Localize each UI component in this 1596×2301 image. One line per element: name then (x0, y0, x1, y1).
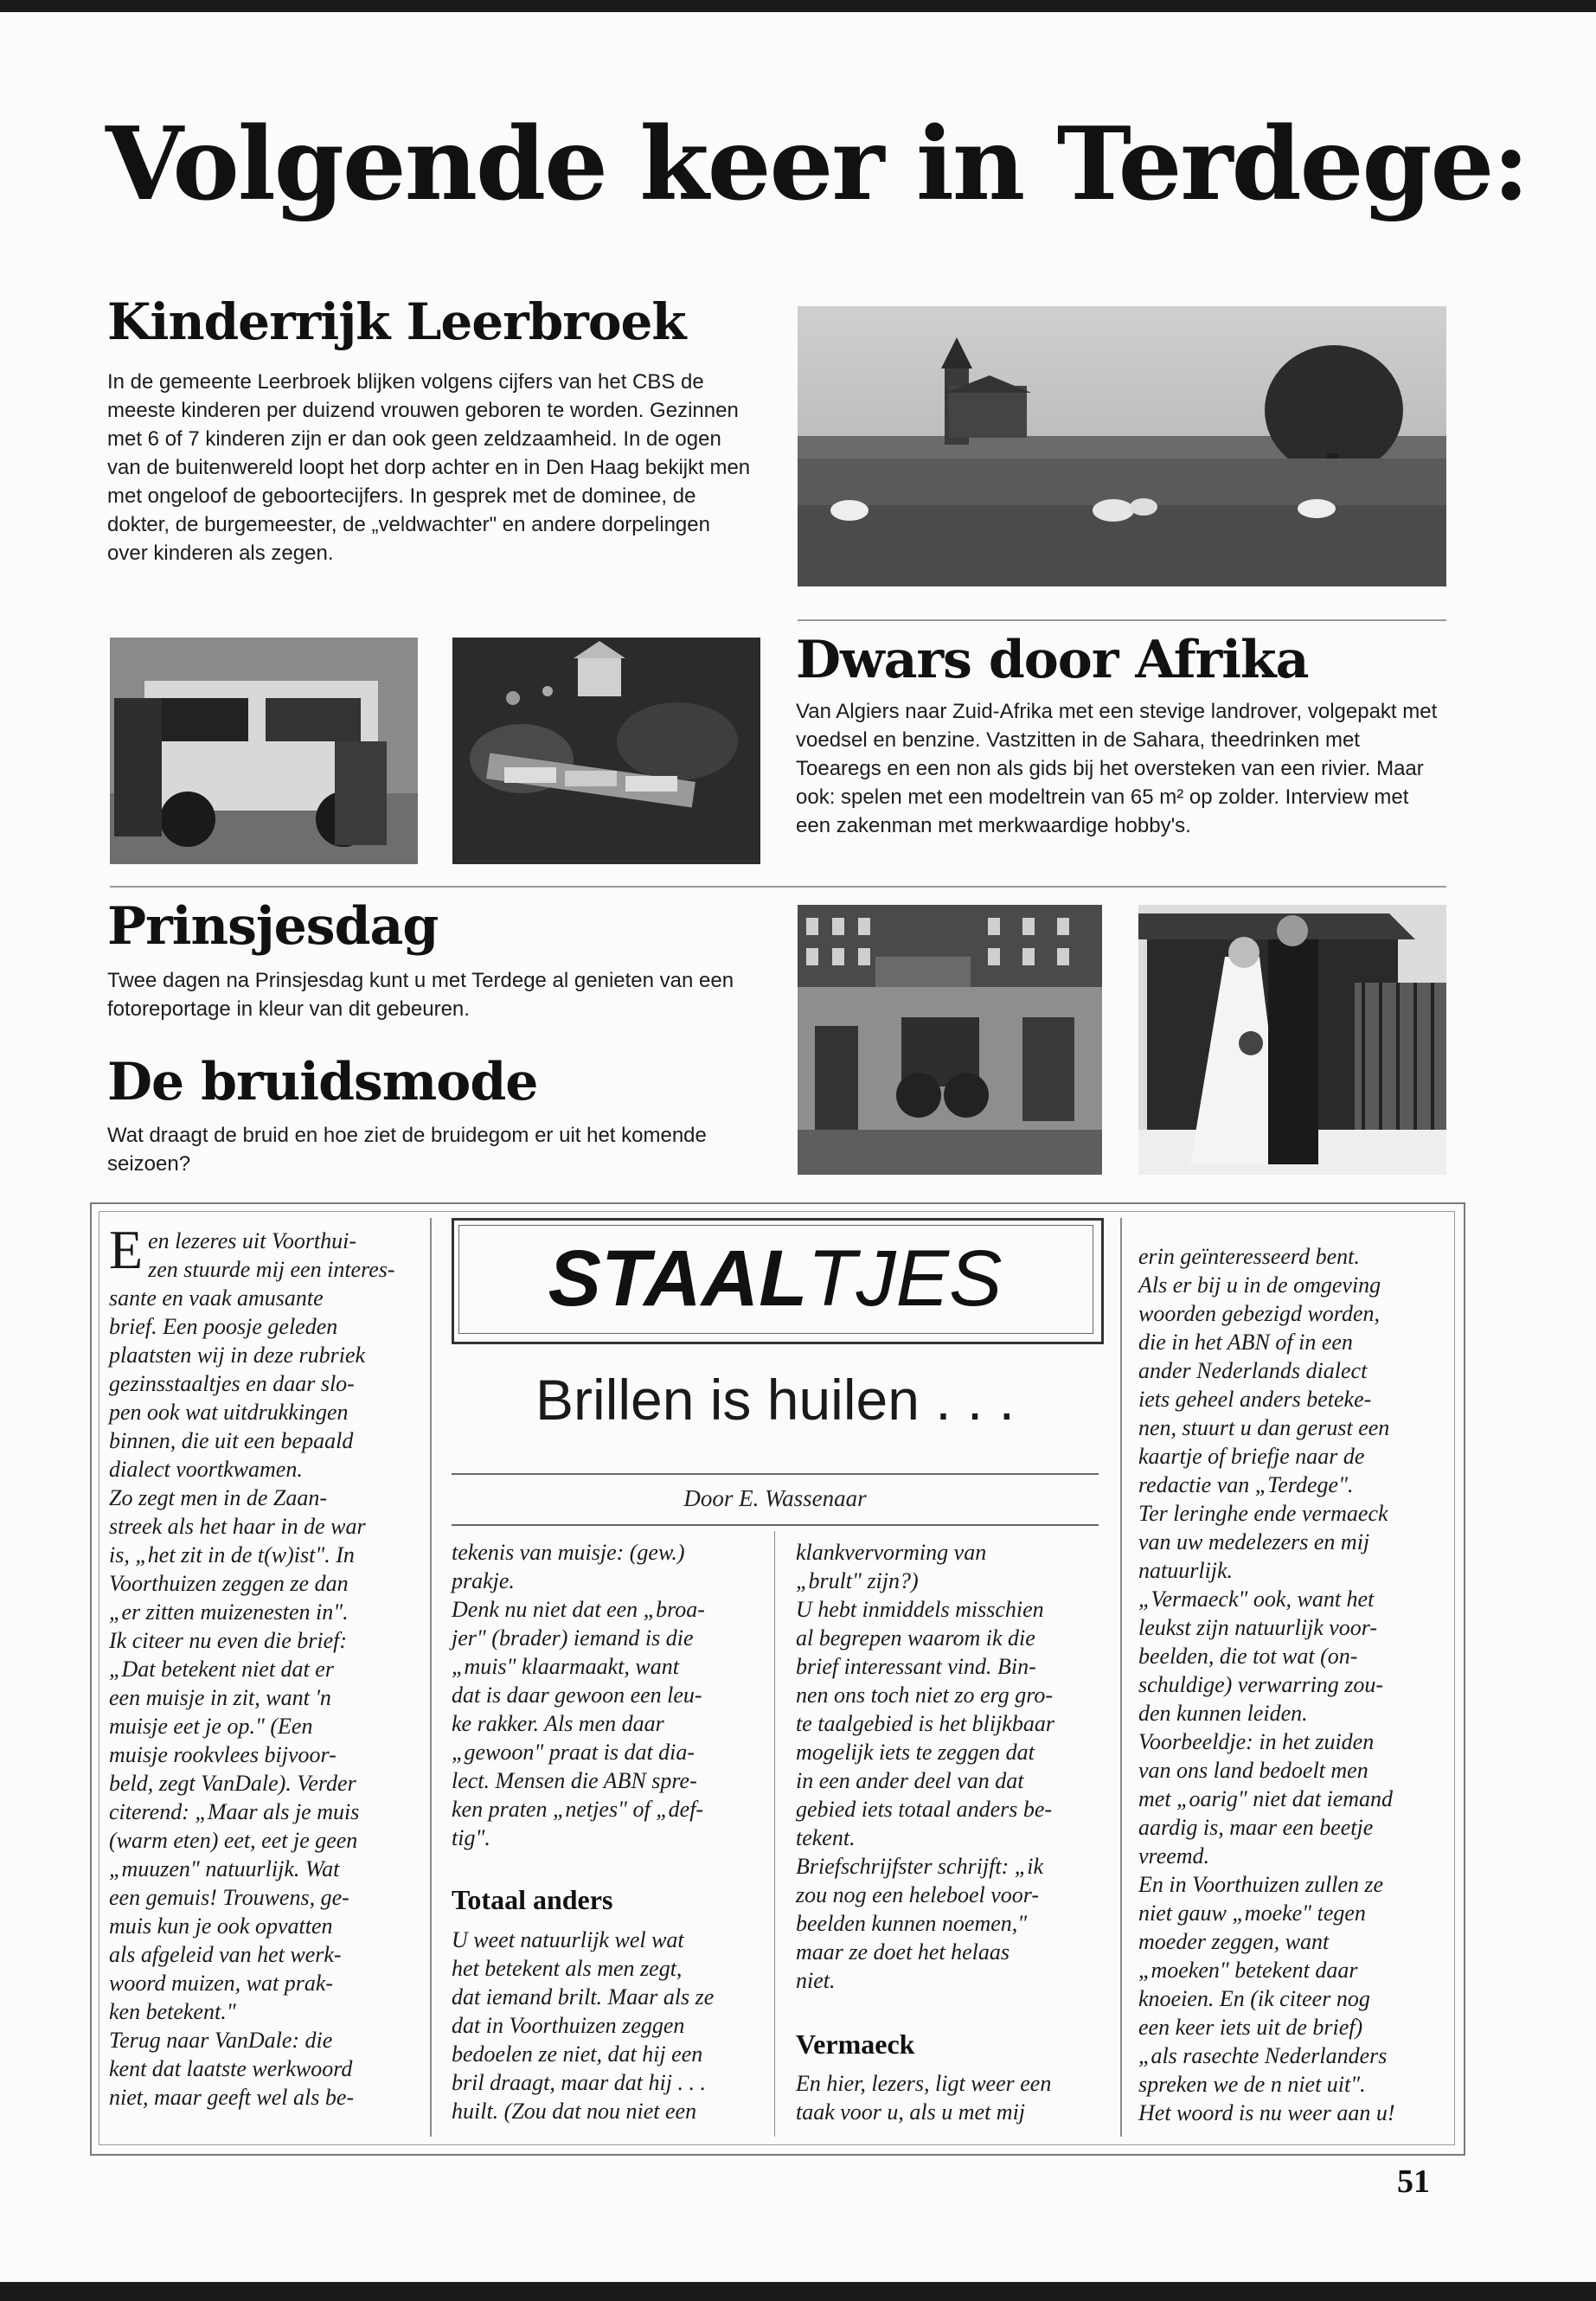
photo-leerbroek-church-meadow (798, 306, 1446, 586)
section-title-afrika: Dwars door Afrika (796, 630, 1309, 690)
article-line: „er zitten muizenesten in". (109, 1599, 349, 1625)
article-line: maar ze doet het helaas (796, 1939, 1010, 1965)
page-headline: Volgende keer in Terdege: (106, 106, 1529, 223)
article-line: te taalgebied is het blijkbaar (796, 1711, 1054, 1736)
article-line: een muisje in zit, want 'n (109, 1685, 331, 1710)
article-line: streek als het haar in de war (109, 1514, 366, 1539)
article-line: Zo zegt men in de Zaan- (109, 1485, 328, 1510)
article-line: Voorbeeldje: in het zuiden (1138, 1729, 1375, 1754)
top-edge (0, 0, 1596, 12)
section-body-kinderrijk: In de gemeente Leerbroek blijken volgens cijfers van het CBS de meeste kinderen per duizend vrouwen geboren te worden. Gezinnen met 6 of 7 kinderen zijn er dan ook geen zeldzaamheid. In de ogen van de buitenwereld loopt het dorp achter en in Den Haag bekijkt men met ongeloof de geboortecijfers. In gesprek met de dominee, de dokter, de burgemeester, de „veldwachter" en andere dorpelingen over kinderen als zegen. (107, 370, 751, 565)
article-line: pen ook wat uitdrukkingen (109, 1400, 349, 1425)
article-line: bril draagt, maar dat hij . . . (452, 2070, 706, 2095)
article-line: „Dat betekent niet dat er (109, 1657, 334, 1682)
staaltjes-logo (458, 1225, 1092, 1332)
article-line: bedoelen ze niet, dat hij een (452, 2041, 703, 2067)
article-line: knoeien. En (ik citeer nog (1138, 1986, 1370, 2011)
article-column-1 (109, 1219, 422, 2112)
article-line: muisje eet je op." (Een (109, 1714, 313, 1739)
article-line: natuurlijk. (1138, 1558, 1234, 1583)
article-line: prakje. (452, 1568, 515, 1593)
article-line: Ter leringhe ende vermaeck (1138, 1501, 1388, 1526)
photo-model-railway (452, 638, 760, 864)
article-column-3 (796, 1538, 1109, 1995)
article-line: moeder zeggen, want (1138, 1929, 1330, 1954)
article-line: taak voor u, als u met mij (796, 2099, 1026, 2125)
article-line: redactie van „Terdege". (1138, 1472, 1354, 1497)
article-line: ke rakker. Als men daar (452, 1711, 664, 1736)
article-line: niet gauw „moeke" tegen (1138, 1900, 1366, 1926)
article-line: schuldige) verwarring zou- (1138, 1672, 1384, 1697)
article-line: dat is daar gewoon een leu- (452, 1682, 702, 1708)
article-line: van ons land bedoelt men (1138, 1758, 1368, 1783)
article-line: een keer iets uit de brief) (1138, 2015, 1363, 2040)
article-line: dat in Voorthuizen zeggen (452, 2013, 685, 2038)
photo-bridal-couple (1138, 905, 1446, 1175)
column-divider (1120, 1218, 1122, 2137)
article-line: Als er bij u in de omgeving (1138, 1272, 1381, 1298)
article-line: Denk nu niet dat een „broa- (452, 1597, 705, 1622)
subhead-totaal-anders: Totaal anders (452, 1884, 613, 1915)
article-line: tekent. (796, 1825, 856, 1850)
article-line: brief interessant vind. Bin- (796, 1654, 1036, 1679)
article-line: beelden kunnen noemen," (796, 1911, 1028, 1936)
article-line: spreken we de n niet uit". (1138, 2072, 1366, 2097)
article-line: ander Nederlands dialect (1138, 1358, 1368, 1383)
article-line: zen stuurde mij een interes- (148, 1257, 395, 1282)
section-title-prinsjesdag: Prinsjesdag (107, 896, 439, 957)
article-line: die in het ABN of in een (1138, 1330, 1353, 1355)
divider-rule (798, 619, 1446, 621)
article-line: U weet natuurlijk wel wat (452, 1927, 684, 1952)
article-line: jer" (brader) iemand is die (452, 1625, 694, 1650)
article-line: Voorthuizen zeggen ze dan (109, 1571, 349, 1596)
article-line: tig". (452, 1825, 490, 1850)
article-line: dialect voortkwamen. (109, 1457, 303, 1482)
article-line: gezinsstaaltjes en daar slo- (109, 1371, 355, 1396)
article-line: ken praten „netjes" of „def- (452, 1797, 704, 1822)
drop-cap: E (109, 1219, 144, 1280)
article-line: beelden, die tot wat (on- (1138, 1644, 1358, 1669)
article-line: nen ons toch niet zo erg gro- (796, 1682, 1054, 1708)
article-column-2 (452, 1538, 765, 1852)
article-line: lect. Mensen die ABN spre- (452, 1768, 697, 1793)
article-line: in een ander deel van dat (796, 1768, 1024, 1793)
article-line: gebied iets totaal anders be- (796, 1797, 1053, 1822)
byline-rule-bottom (452, 1524, 1099, 1526)
article-line: huilt. (Zou dat nou niet een (452, 2099, 697, 2124)
article-column-3b (796, 2069, 1109, 2126)
photo-landrover (110, 638, 418, 864)
article-column-4 (1138, 1242, 1452, 2127)
article-line: niet, maar geeft wel als be- (109, 2085, 355, 2110)
article-line: muisje rookvlees bijvoor- (109, 1742, 337, 1767)
photo-prinsjesdag-procession (798, 905, 1102, 1175)
byline-rule-top (452, 1473, 1099, 1475)
article-line: woorden gebezigd worden, (1138, 1301, 1380, 1326)
column-divider (430, 1218, 432, 2137)
article-line: plaatsten wij in deze rubriek (109, 1343, 366, 1368)
article-line: En hier, lezers, ligt weer een (796, 2071, 1052, 2096)
article-line: tekenis van muisje: (gew.) (452, 1540, 685, 1565)
article-line: mogelijk iets te zeggen dat (796, 1740, 1035, 1765)
article-line: ken betekent." (109, 1999, 236, 2024)
article-line: Het woord is nu weer aan u! (1138, 2100, 1395, 2125)
section-body-prinsjesdag: Twee dagen na Prinsjesdag kunt u met Terdege al genieten van een fotoreportage in kleur van dit gebeuren. (107, 969, 734, 1021)
article-line: aardig is, maar een beetje (1138, 1815, 1374, 1840)
article-line: „muis" klaarmaakt, want (452, 1654, 679, 1679)
section-body-bruidsmode: Wat draagt de bruid en hoe ziet de bruidegom er uit het komende seizoen? (107, 1124, 707, 1176)
article-line: vreemd. (1138, 1843, 1210, 1868)
article-line: dat iemand brilt. Maar als ze (452, 1984, 715, 2009)
article-line: al begrepen waarom ik die (796, 1625, 1035, 1650)
article-line: beld, zegt VanDale). Verder (109, 1771, 356, 1796)
article-line: leukst zijn natuurlijk voor- (1138, 1615, 1378, 1640)
subhead-vermaeck: Vermaeck (796, 2029, 915, 2060)
article-line: iets geheel anders beteke- (1138, 1387, 1372, 1412)
article-line: een gemuis! Trouwens, ge- (109, 1885, 349, 1910)
article-byline: Door E. Wassenaar (683, 1485, 867, 1511)
article-line: Ik citeer nu even die brief: (109, 1628, 348, 1653)
article-line: en lezeres uit Voorthui- (148, 1228, 357, 1253)
article-line: is, „het zit in de t(w)ist". In (109, 1542, 355, 1567)
article-line: Terug naar VanDale: die (109, 2028, 333, 2053)
article-line: niet. (796, 1968, 836, 1993)
article-line: den kunnen leiden. (1138, 1701, 1308, 1726)
article-line: met „oarig" niet dat iemand (1138, 1786, 1394, 1811)
article-line: citerend: „Maar als je muis (109, 1799, 360, 1824)
section-body-afrika: Van Algiers naar Zuid-Afrika met een stevige landrover, volgepakt met voedsel en benzine. Vastzitten in de Sahara, theedrinken met Toearegs en een non als gids bij het oversteken van een rivier. Maar ook: spelen met een modeltrein van 65 m² op zolder. Interview met een zakenman met merkwaardige hobby's. (796, 700, 1438, 837)
article-line: het betekent als men zegt, (452, 1956, 683, 1981)
article-column-2b (452, 1926, 765, 2125)
page-number: 51 (1397, 2163, 1430, 2200)
article-line: Briefschrijfster schrijft: „ik (796, 1854, 1043, 1879)
article-line: binnen, die uit een bepaald (109, 1428, 354, 1453)
article-line: „moeken" betekent daar (1138, 1958, 1358, 1983)
article-line: sante en vaak amusante (109, 1285, 324, 1311)
bottom-edge (0, 2282, 1596, 2301)
article-line: zou nog een heleboel voor- (796, 1882, 1040, 1907)
article-line: „muuzen" natuurlijk. Wat (109, 1856, 340, 1881)
article-line: erin geïnteresseerd bent. (1138, 1244, 1360, 1269)
article-line: kaartje of briefje naar de (1138, 1444, 1365, 1469)
article-line: „Vermaeck" ook, want het (1138, 1586, 1375, 1612)
article-line: (warm eten) eet, eet je geen (109, 1828, 358, 1853)
article-line: En in Voorthuizen zullen ze (1138, 1872, 1384, 1897)
rubric-bold: STAAL (548, 1234, 808, 1323)
divider-rule (110, 886, 1446, 888)
article-line: muis kun je ook opvatten (109, 1913, 333, 1939)
article-line: woord muizen, wat prak- (109, 1971, 334, 1996)
article-line: kent dat laatste werkwoord (109, 2056, 353, 2081)
article-line: nen, stuurt u dan gerust een (1138, 1415, 1390, 1440)
column-divider (774, 1531, 775, 2137)
section-title-kinderrijk: Kinderrijk Leerbroek (107, 292, 686, 351)
article-line: brief. Een poosje geleden (109, 1314, 338, 1339)
article-title: Brillen is huilen . . . (535, 1368, 1015, 1432)
article-line: „gewoon" praat is dat dia- (452, 1740, 695, 1765)
article-line: klankvervorming van (796, 1540, 987, 1565)
article-line: „brult" zijn?) (796, 1568, 919, 1593)
article-line: „als rasechte Nederlanders (1138, 2043, 1388, 2068)
article-line: van uw medelezers en mij (1138, 1529, 1370, 1554)
section-title-bruidsmode: De bruidsmode (107, 1052, 538, 1112)
article-line: als afgeleid van het werk- (109, 1942, 342, 1967)
article-line: U hebt inmiddels misschien (796, 1597, 1044, 1622)
rubric-light: TJES (807, 1234, 1003, 1323)
